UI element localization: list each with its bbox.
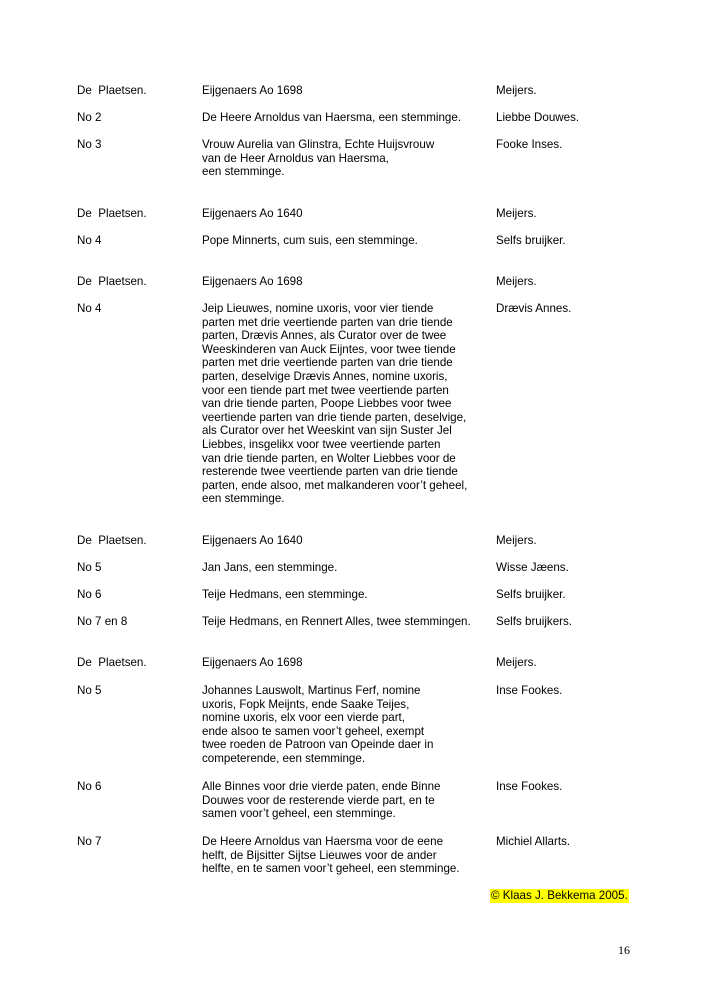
tenant-cell: Meijers. — [496, 207, 537, 220]
owner-cell: Eijgenaers Ao 1698 — [202, 275, 303, 288]
place-cell: No 2 — [77, 111, 102, 124]
owner-cell: Vrouw Aurelia van Glinstra, Echte Huijsvrouw van de Heer Arnoldus van Haersma, een stemminge. — [202, 138, 435, 179]
page-number: 16 — [618, 943, 630, 957]
owner-cell: Johannes Lauswolt, Martinus Ferf, nomine uxoris, Fopk Meijnts, ende Saake Teijes, nomine uxoris, elx voor een vierde part, ende alsoo te samen voor’t geheel, exempt twee roeden de Patroon van Opeinde daer in competerende, een stemminge. — [202, 684, 434, 765]
tenant-cell: Wisse Jæens. — [496, 561, 569, 574]
place-cell: De Plaetsen. — [77, 656, 147, 669]
tenant-cell: Liebbe Douwes. — [496, 111, 580, 124]
owner-cell: De Heere Arnoldus van Haersma, een stemminge. — [202, 111, 462, 124]
tenant-cell: Michiel Allarts. — [496, 835, 571, 848]
place-cell: No 6 — [77, 588, 102, 601]
owner-cell: De Heere Arnoldus van Haersma voor de eene helft, de Bijsitter Sijtse Lieuwes voor de ander helfte, en te samen voor’t geheel, een stemminge. — [202, 835, 460, 876]
place-cell: De Plaetsen. — [77, 275, 147, 288]
place-cell: No 7 en 8 — [77, 615, 128, 628]
place-cell: De Plaetsen. — [77, 84, 147, 97]
tenant-cell: Drævis Annes. — [496, 302, 572, 315]
owner-cell: Eijgenaers Ao 1640 — [202, 207, 303, 220]
tenant-cell: Selfs bruijker. — [496, 588, 566, 601]
owner-cell: Eijgenaers Ao 1698 — [202, 656, 303, 669]
place-cell: No 7 — [77, 835, 102, 848]
place-cell: De Plaetsen. — [77, 534, 147, 547]
owner-cell: Jan Jans, een stemminge. — [202, 561, 338, 574]
place-cell: No 5 — [77, 561, 102, 574]
copyright-notice: © Klaas J. Bekkema 2005. — [491, 889, 628, 902]
tenant-cell: Meijers. — [496, 275, 537, 288]
place-cell: No 4 — [77, 302, 102, 315]
place-cell: No 3 — [77, 138, 102, 151]
owner-cell: Eijgenaers Ao 1698 — [202, 84, 303, 97]
tenant-cell: Selfs bruijker. — [496, 234, 566, 247]
owner-cell: Teije Hedmans, en Rennert Alles, twee stemmingen. — [202, 615, 471, 628]
place-cell: De Plaetsen. — [77, 207, 147, 220]
owner-cell: Jeip Lieuwes, nomine uxoris, voor vier tiende parten met drie veertiende parten van drie tiende parten, Drævis Annes, als Curator over de twee Weeskinderen van Auck Eijntes, voor twee tiende parten met drie veertiende parten van drie tiende parten, deselvige Drævis Annes, nomine uxoris, voor een tiende part met twee veertiende parten van drie tiende parten, Poope Liebbes voor twee veertiende parten van drie tiende parten, deselvige, als Curator over het Weeskint van sijn Suster Jel Liebbes, insgelikx voor twee veertiende parten van drie tiende parten, en Wolter Liebbes voor de resterende twee veertiende parten van drie tiende parten, ende alsoo, met malkanderen voor’t geheel, een stemminge. — [202, 302, 468, 506]
tenant-cell: Selfs bruijkers. — [496, 615, 573, 628]
owner-cell: Teije Hedmans, een stemminge. — [202, 588, 368, 601]
place-cell: No 6 — [77, 780, 102, 793]
tenant-cell: Inse Fookes. — [496, 780, 563, 793]
tenant-cell: Inse Fookes. — [496, 684, 563, 697]
owner-cell: Alle Binnes voor drie vierde paten, ende Binne Douwes voor de resterende vierde part, en te samen voor’t geheel, een stemminge. — [202, 780, 441, 821]
tenant-cell: Fooke Inses. — [496, 138, 563, 151]
owner-cell: Pope Minnerts, cum suis, een stemminge. — [202, 234, 418, 247]
tenant-cell: Meijers. — [496, 84, 537, 97]
owner-cell: Eijgenaers Ao 1640 — [202, 534, 303, 547]
tenant-cell: Meijers. — [496, 534, 537, 547]
place-cell: No 4 — [77, 234, 102, 247]
place-cell: No 5 — [77, 684, 102, 697]
tenant-cell: Meijers. — [496, 656, 537, 669]
